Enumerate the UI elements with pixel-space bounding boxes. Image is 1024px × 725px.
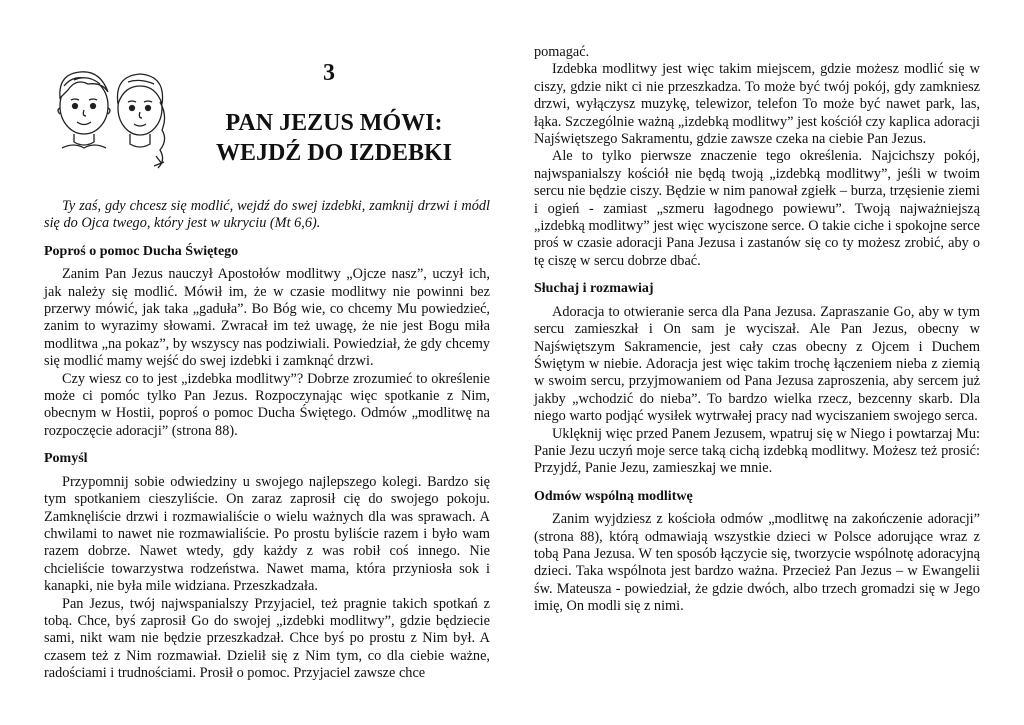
- chapter-header: [44, 50, 490, 180]
- section-heading-holy-spirit: Poproś o pomoc Ducha Świętego: [44, 243, 239, 259]
- chapter-title: [184, 108, 484, 168]
- scripture-quote: Ty zaś, gdy chcesz się modlić, wejdź do swej izdebki, zamknij drzwi i módl się do Ojca twego, który jest w ukryciu (Mt 6,6).: [44, 198, 490, 232]
- paragraph: Przypomnij sobie odwiedziny u swojego najlepszego kolegi. Bardzo się tym spotkaniem cieszyliście. On zaraz zaprosił cię do swojego pokoju. Zamknęliście drzwi i rozmawialiście o wielu ważnych dla was sprawach. A chwilami to nawet nie rozmawialiście. Po prostu byliście razem i było wam razem dobrze. Nawet wtedy, gdy każdy z was robił coś innego. Nie chcieliście towarzystwa rodzeństwa. Nawet mama, która przyniosła sok i kanapki, nie była mile widziana. Przeszkadzała.: [44, 473, 490, 595]
- paragraph: Adoracja to otwieranie serca dla Pana Jezusa. Zapraszanie Go, aby w tym sercu zamieszkał i On sam je wyciszał. Ale Pan Jezus, obecny w Najświętszym Sakramencie, jest cały czas obecny z Ojcem i Duchem Świętym w niebie. Adoracja jest więc takim trochę łączeniem nieba z ziemią w swoim sercu, przyjmowaniem od Pana Jezusa zaproszenia, aby sercem już jakby „wchodzić do nieba”. To bardzo wielka rzecz, bezcenny skarb. Dla niego warto podjąć wysiłek wytrwałej pracy nad wyciszaniem swojego serca.: [534, 303, 980, 425]
- paragraph: Czy wiesz co to jest „izdebka modlitwy”? Dobrze zrozumieć to określenie może ci pomóc tylko Pan Jezus. Rozpoczynając więc spotkanie z Nim, obecnym w Hostii, poproś o pomoc Ducha Świętego. Odmów „modlitwę na rozpoczęcie adoracji” (strona 88).: [44, 370, 490, 439]
- paragraph: Zanim wyjdziesz z kościoła odmów „modlitwę na zakończenie adoracji” (strona 88), którą odmawiają wszystkie dzieci w Polsce adorujące wraz z tobą Pana Jezusa. W ten sposób łączycie się, tworzycie wspólnotę adoracyjną dzieci. Taka wspólnota jest bardzo ważna. Przecież Pan Jezus – w Ewangelii św. Mateusza - powiedział, że gdzie dwóch, albo trzech gromadzi się w Jego imię, On modli się z nimi.: [534, 511, 980, 615]
- section-heading-listen: Słuchaj i rozmawiaj: [534, 281, 654, 297]
- children-illustration-icon: [44, 56, 174, 176]
- paragraph: pomagać.: [534, 44, 590, 60]
- left-column: [44, 198, 490, 683]
- paragraph: Izdebka modlitwy jest więc takim miejscem, gdzie możesz modlić się w ciszy, gdzie nikt ci nie przeszkadza. To może być twój pokój, gdy zamkniesz drzwi, wyłączysz muzykę, telewizor, telefon To może być nawet park, las, łąka. Szczególnie ważną „izdebką modlitwy” jest kościół czy kaplica adoracji Najświętszego Sakramentu, gdzie zawsze czeka na ciebie Pan Jezus.: [534, 61, 980, 148]
- paragraph: Ale to tylko pierwsze znaczenie tego określenia. Najcichszy pokój, najwspanialszy kościół nie będą twoją „izdebką modlitwy”, jeśli w twoim sercu nie będzie ciszy. Będzie w nim panował zgiełk – burza, trzęsienie ziemi i ogień - zamiast „szmeru łagodnego powiewu”. Twoją najważniejszą „izdebką modlitwy” jest więc wyciszone serce. O takie ciche i spokojne serce proś w czasie adoracji Pana Jezusa i zastanów się co ty możesz zrobić, aby o tę ciszę w sercu dobrze dbać.: [534, 148, 980, 269]
- right-column: [534, 44, 980, 616]
- chapter-title-line1: PAN JEZUS MÓWI:: [225, 110, 443, 136]
- section-heading-think: Pomyśl: [44, 451, 88, 467]
- section-heading-common-prayer: Odmów wspólną modlitwę: [534, 488, 693, 504]
- paragraph: Zanim Pan Jezus nauczył Apostołów modlitwy „Ojcze nasz”, uczył ich, jak należy się modlić. Mówił im, że w czasie modlitwy nie powinni bez przerwy mówić, jak taka „gaduła”. Bo Bóg wie, co chcemy Mu powiedzieć, zanim to wyrazimy słowami. Zwracał im też uwagę, że nie jest Bogu miła modlitwa „na pokaz”, by wszyscy nas podziwiali. Powiedział, że gdy chcemy się modlić mamy wejść do swej izdebki i zamknąć drzwi.: [44, 266, 490, 370]
- paragraph: Pan Jezus, twój najwspanialszy Przyjaciel, też pragnie takich spotkań z tobą. Chce, byś zaprosił Go do swojej „izdebki modlitwy”, gdzie będziecie sami, nikt wam nie będzie przeszkadzał. Chce byś po prostu z Nim był. A czasem też z Nim rozmawiał. Dzielił się z Nim tym, co dla ciebie ważne, radościami i trudnościami. Prosił o pomoc. Przyjaciel zawsze chce: [44, 595, 490, 682]
- paragraph: Uklęknij więc przed Panem Jezusem, wpatruj się w Niego i powtarzaj Mu: Panie Jezu uczyń moje serce taką cichą izdebką modlitwy. Możesz też prosić: Przyjdź, Panie Jezu, zamieszkaj we mnie.: [534, 425, 980, 477]
- chapter-number: 3: [323, 60, 335, 86]
- chapter-title-line2: WEJDŹ DO IZDEBKI: [215, 140, 453, 166]
